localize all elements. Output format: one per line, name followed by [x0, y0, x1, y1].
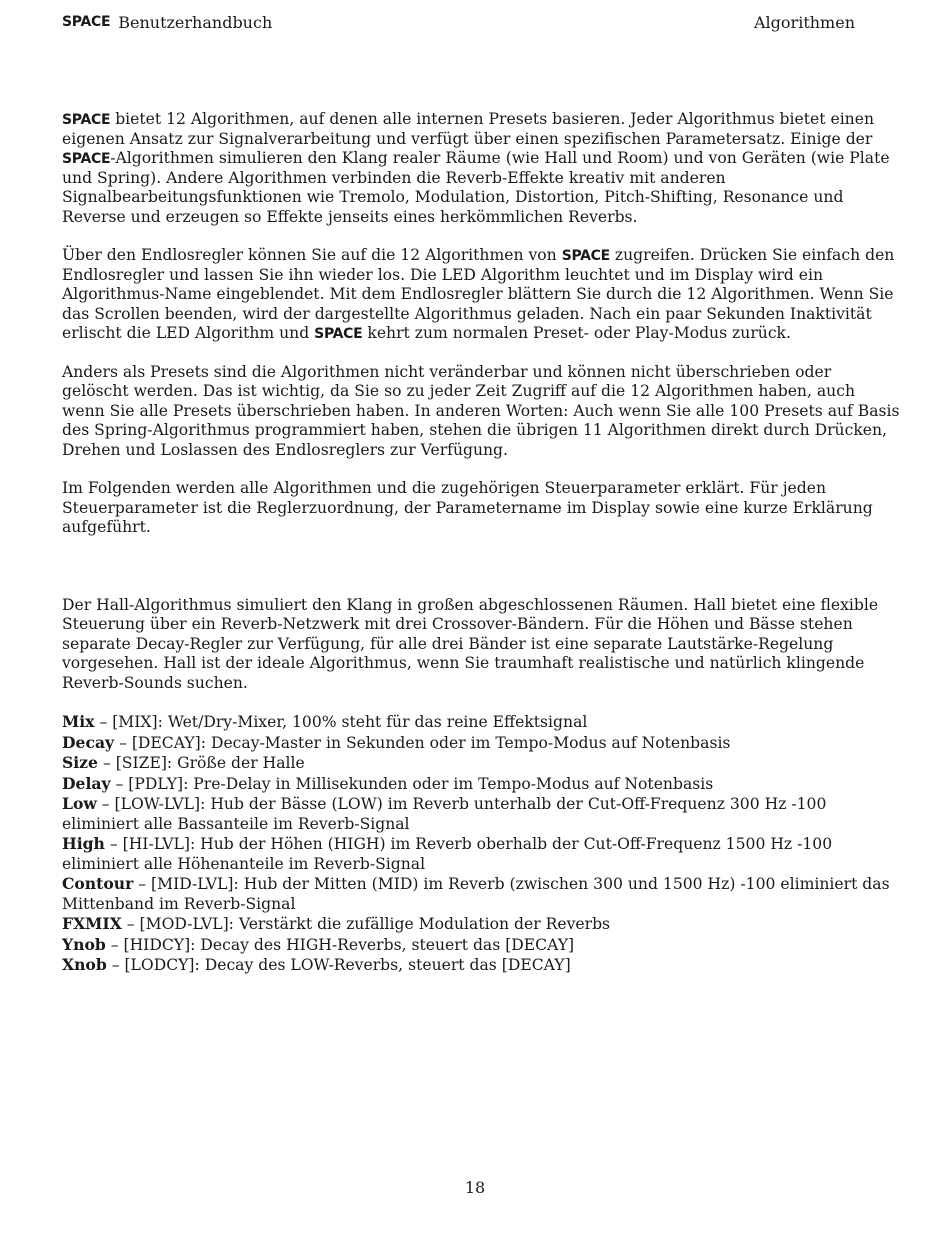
manual-title: Benutzerhandbuch — [118, 12, 273, 32]
intro-paragraph-1: SPACE bietet 12 Algorithmen, auf denen alle internen Presets basieren. Jeder Algorithmus bietet einen eigenen Ansatz zur Signalverarbeitung und verfügt über einen spezifischen Parametersatz. Einige der SPACE-Algorithmen simulieren den Klang realer Räume (wie Hall und Room) und von Geräten (wie Plate und Spring). Andere Algorithmen verbinden die Reverb-Effekte kreativ mit anderen Signalbearbeitungsfunktionen wie Tremolo, Modulation, Distortion, Pitch-Shifting, Resonance und Reverse und erzeugen so Effekte jenseits eines herkömmlichen Reverbs. — [62, 110, 890, 226]
space-logo: SPACE — [62, 14, 111, 30]
intro-paragraph-4: Im Folgenden werden alle Algorithmen und die zugehörigen Steuerparameter erklärt. Für jeden Steuerparameter ist die Reglerzuordnung, der Parametername im Display sowie eine kurze Erklärung aufgeführt. — [62, 479, 873, 536]
space-logo: SPACE — [561, 248, 610, 264]
param-high: High – [HI-LVL]: Hub der Höhen (HIGH) im Reverb oberhalb der Cut-Off-Frequenz 1500 Hz -100 eliminiert alle Höhenanteile im Reverb-Signal — [62, 834, 833, 873]
chapter-title: Algorithmen — [754, 12, 855, 32]
hall-parameter-list — [62, 712, 902, 976]
space-logo: SPACE — [314, 326, 363, 342]
page-header — [62, 10, 855, 34]
param-size: Size – [SIZE]: Größe der Halle — [62, 753, 305, 772]
param-mix: Mix – [MIX]: Wet/Dry-Mixer, 100% steht für das reine Effektsignal — [62, 712, 588, 731]
page-content — [62, 110, 902, 976]
space-logo: SPACE — [62, 151, 111, 167]
hall-description: Der Hall-Algorithmus simuliert den Klang in großen abgeschlossenen Räumen. Hall bietet eine flexible Steuerung über ein Reverb-Netzwerk mit drei Crossover-Bändern. Für die Höhen und Bässe stehen separate Decay-Regler zur Verfügung, für alle drei Bänder ist eine separate Lautstärke-Regelung vorgesehen. Hall ist der ideale Algorithmus, wenn Sie traumhaft realistische und natürlich klingende Reverb-Sounds suchen. — [62, 595, 879, 692]
param-low: Low – [LOW-LVL]: Hub der Bässe (LOW) im Reverb unterhalb der Cut-Off-Frequenz 300 Hz -100 eliminiert alle Bassanteile im Reverb-Signal — [62, 794, 827, 833]
intro-paragraph-3: Anders als Presets sind die Algorithmen nicht veränderbar und können nicht überschrieben oder gelöscht werden. Das ist wichtig, da Sie so zu jeder Zeit Zugriff auf die 12 Algorithmen haben, auch wenn Sie alle Presets überschrieben haben. In anderen Worten: Auch wenn Sie alle 100 Presets auf Basis des Spring-Algorithmus programmiert haben, stehen die übrigen 11 Algorithmen direkt durch Drücken, Drehen und Loslassen des Endlosreglers zur Verfügung. — [62, 362, 900, 459]
space-logo: SPACE — [62, 112, 111, 128]
header-left — [62, 13, 272, 32]
intro-paragraph-2: Über den Endlosregler können Sie auf die 12 Algorithmen von SPACE zugreifen. Drücken Sie einfach den Endlosregler und lassen Sie ihn wieder los. Die LED Algorithm leuchtet und im Display wird ein Algorithmus-Name eingeblendet. Mit dem Endlosregler blättern Sie durch die 12 Algorithmen. Wenn Sie das Scrollen beenden, wird der dargestellte Algorithmus geladen. Nach ein paar Sekunden Inaktivität erlischt die LED Algorithm und SPACE kehrt zum normalen Preset- oder Play-Modus zurück. — [62, 246, 895, 342]
param-delay: Delay – [PDLY]: Pre-Delay in Millisekunden oder im Tempo-Modus auf Notenbasis — [62, 773, 714, 793]
param-decay: Decay – [DECAY]: Decay-Master in Sekunden oder im Tempo-Modus auf Notenbasis — [62, 732, 731, 752]
param-xnob: Xnob – [LODCY]: Decay des LOW-Reverbs, steuert das [DECAY] — [62, 955, 571, 974]
param-fxmix: FXMIX – [MOD-LVL]: Verstärkt die zufällige Modulation der Reverbs — [62, 914, 611, 933]
page-number: 18 — [464, 1178, 486, 1197]
param-ynob: Ynob – [HIDCY]: Decay des HIGH-Reverbs, steuert das [DECAY] — [62, 934, 575, 954]
param-contour: Contour – [MID-LVL]: Hub der Mitten (MID) im Reverb (zwischen 300 und 1500 Hz) -100 eliminiert das Mittenband im Reverb-Signal — [62, 874, 890, 913]
